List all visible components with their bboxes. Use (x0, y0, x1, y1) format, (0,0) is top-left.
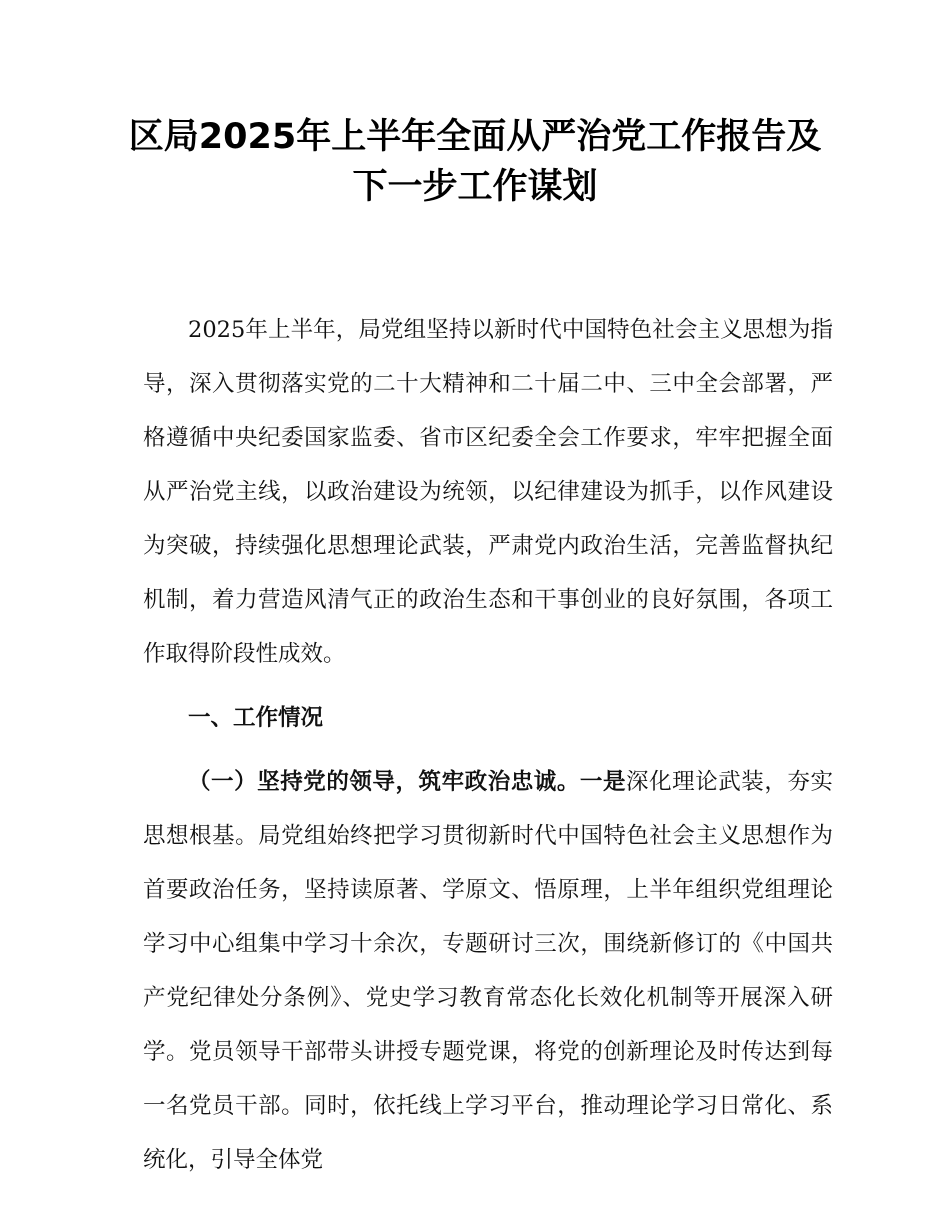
subsection-lead: 一是 (579, 769, 627, 795)
section-heading-1: 一、工作情况 (188, 705, 324, 731)
subsection-heading: （一）坚持党的领导，筑牢政治忠诚。 (188, 769, 580, 795)
title-line-1: 区局2025年上半年全面从严治党工作报告及 (128, 117, 822, 157)
title-line-2: 下一步工作谋划 (352, 167, 598, 207)
intro-paragraph: 2025年上半年，局党组坚持以新时代中国特色社会主义思想为指导，深入贯彻落实党的二十大精神和二十届二中、三中全会部署，严格遵循中央纪委国家监委、省市区纪委全会工作要求，牢牢把握全面从严治党主线，以政治建设为统领，以纪律建设为抓手，以作风建设为突破，持续强化思想理论武装，严肃党内政治生活，完善监督执纪机制，着力营造风清气正的政治生态和干事创业的良好氛围，各项工作取得阶段性成效。 (143, 317, 833, 667)
subsection-text: 深化理论武装，夯实思想根基。局党组始终把学习贯彻新时代中国特色社会主义思想作为首要政治任务，坚持读原著、学原文、悟原理，上半年组织党组理论学习中心组集中学习十余次，专题研讨三次，围绕新修订的《中国共产党纪律处分条例》、党史学习教育常态化长效化机制等开展深入研学。党员领导干部带头讲授专题党课，将党的创新理论及时传达到每一名党员干部。同时，依托线上学习平台，推动理论学习日常化、系统化，引导全体党 (143, 769, 833, 1173)
document-title (120, 112, 830, 212)
subsection-paragraph-1 (143, 755, 833, 1187)
document-body (143, 303, 833, 1197)
